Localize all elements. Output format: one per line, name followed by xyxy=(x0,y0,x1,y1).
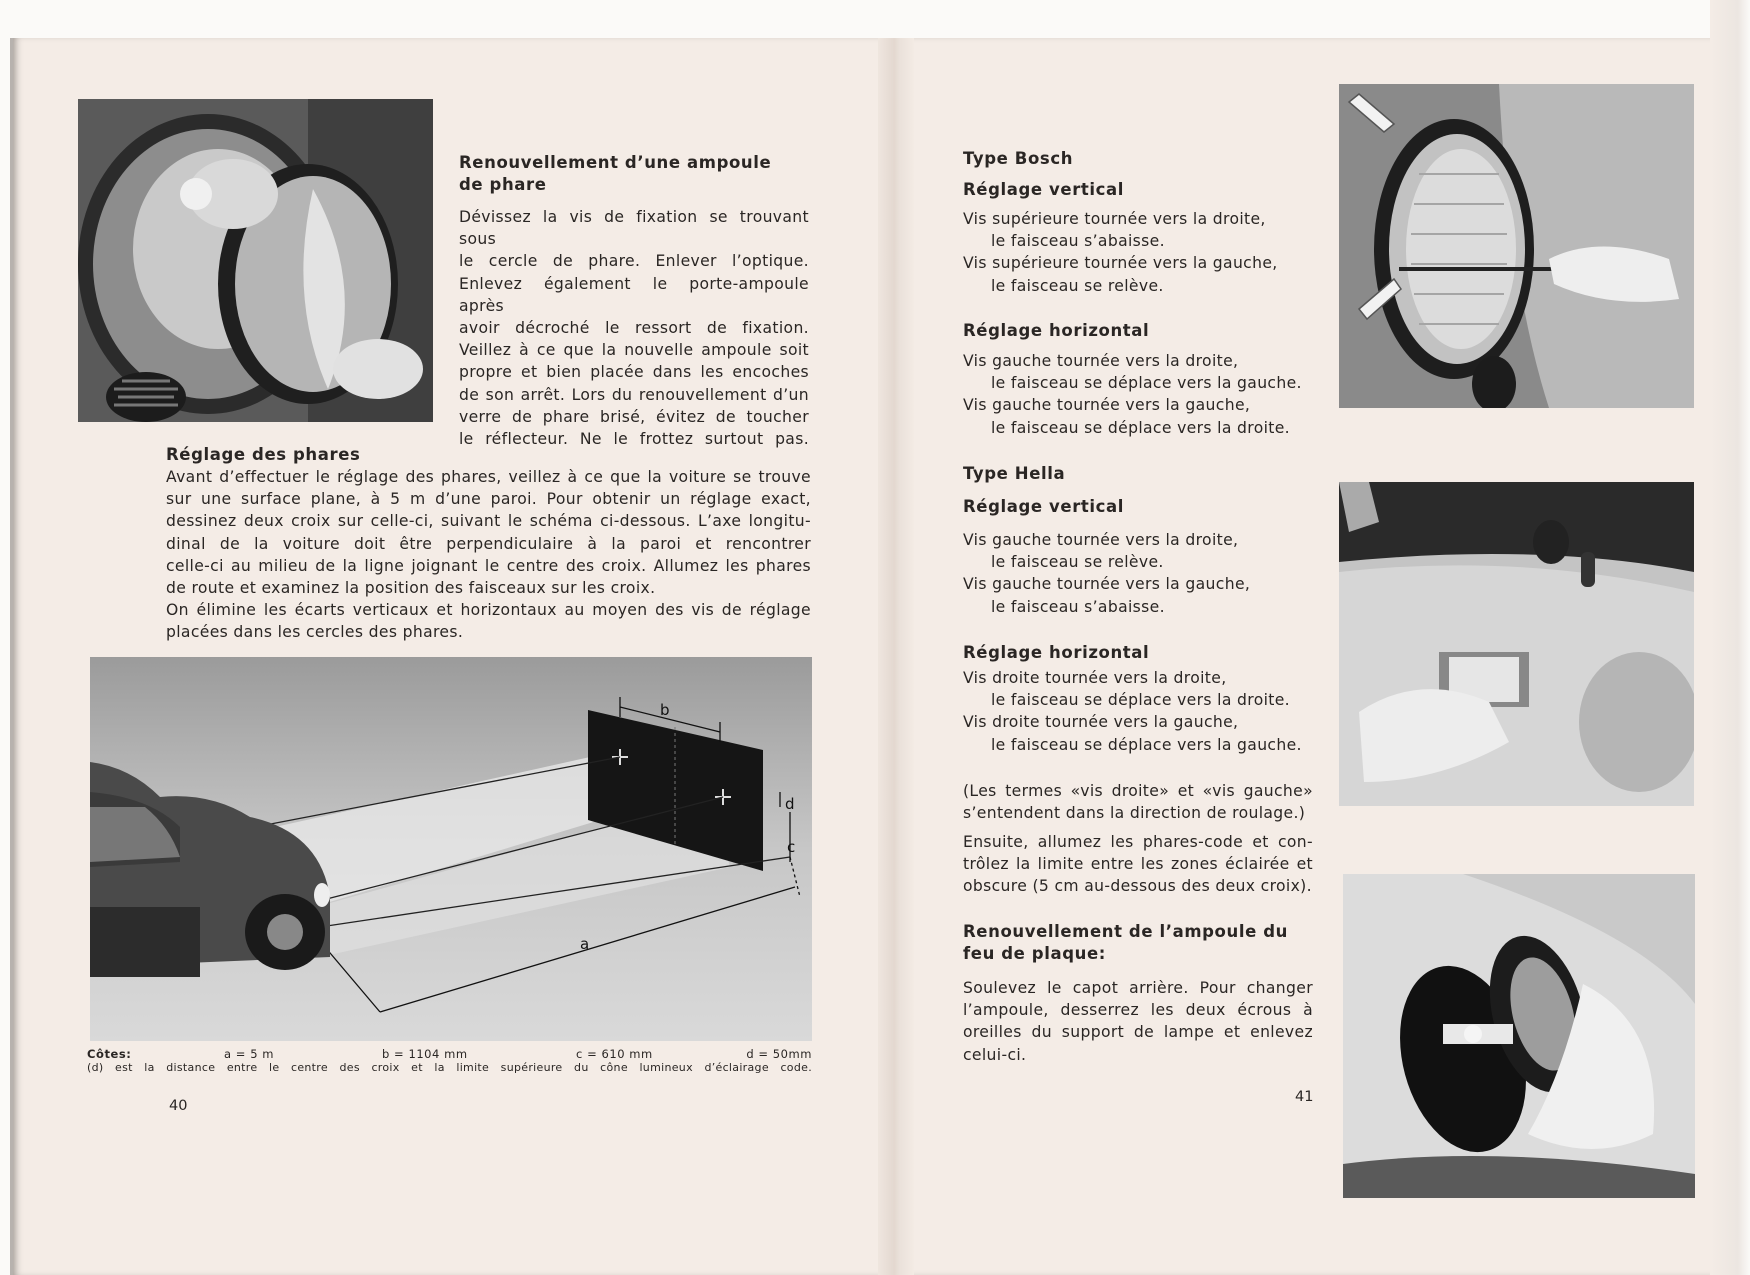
bosch-horizontal-heading: Réglage horizontal xyxy=(963,321,1150,340)
car-wall-diagram xyxy=(90,657,812,1041)
text-line: le faisceau se déplace vers la gauche. xyxy=(991,735,1302,754)
text-line: propre et bien placée dans les encoches xyxy=(459,363,809,382)
page-edge xyxy=(1710,0,1750,1275)
dimension-d-value: d = 50mm xyxy=(746,1047,812,1061)
book-spine xyxy=(878,38,914,1275)
text-line: Veillez à ce que la nouvelle ampoule soit xyxy=(459,341,809,360)
hella-headlamp-photo xyxy=(1339,482,1694,806)
low-beam-check-text xyxy=(963,831,1313,898)
hella-horizontal-text xyxy=(963,667,1323,756)
bulb-replacement-heading: Renouvellement d’une ampoule de phare xyxy=(459,153,772,194)
dimension-c-label: c xyxy=(787,838,796,856)
text-line: le cercle de phare. Enlever l’optique. xyxy=(459,252,809,271)
hella-vertical-heading: Réglage vertical xyxy=(963,497,1125,516)
headlamp-adjustment-text xyxy=(166,466,811,644)
plate-lamp-heading: Renouvellement de l’ampoule du feu de plaque: xyxy=(963,922,1288,963)
text-line: sur une surface plane, à 5 m d’une paroi. Pour obtenir un réglage exact, xyxy=(166,490,811,509)
text-line: Vis supérieure tournée vers la droite, xyxy=(963,210,1266,228)
text-line: le faisceau s’abaisse. xyxy=(991,232,1165,251)
text-line: Enlevez également le porte-ampoule après xyxy=(459,274,809,315)
bosch-type-heading: Type Bosch xyxy=(963,149,1074,168)
dimension-a-label: a xyxy=(580,935,590,953)
text-line: Vis supérieure tournée vers la gauche, xyxy=(963,254,1278,273)
dimensions-label: Côtes: xyxy=(87,1047,132,1061)
text-line: de son arrêt. Lors du renouvellement d’un xyxy=(459,385,809,404)
text-line: obscure (5 cm au-dessous des deux croix). xyxy=(963,877,1312,896)
text-line: celle-ci au milieu de la ligne joignant le centre des croix. Allumez les phares xyxy=(166,556,811,575)
text-line: s’entendent dans la direction de roulage.) xyxy=(963,804,1306,823)
headlamp-bulb-illustration xyxy=(78,99,433,422)
dimension-b-value: b = 1104 mm xyxy=(382,1047,468,1061)
text-line: le faisceau se relève. xyxy=(991,553,1164,572)
headlamp-bulb-photo xyxy=(78,99,433,422)
plate-lamp-photo xyxy=(1343,874,1695,1198)
text-line: Vis droite tournée vers la droite, xyxy=(963,669,1227,687)
text-line: (Les termes «vis droite» et «vis gauche» xyxy=(963,782,1313,800)
headlamp-adjustment-diagram xyxy=(90,657,812,1041)
bosch-vertical-heading: Réglage vertical xyxy=(963,180,1125,199)
text-line: Vis gauche tournée vers la gauche, xyxy=(963,396,1251,415)
text-line: On élimine les écarts verticaux et horizontaux au moyen des vis de réglage xyxy=(166,601,811,620)
hella-vertical-text xyxy=(963,529,1303,618)
text-line: trôlez la limite entre les zones éclairée et xyxy=(963,855,1313,874)
text-line: placées dans les cercles des phares. xyxy=(166,623,464,642)
dimensions-row xyxy=(87,1047,812,1061)
dimensions-note: (d) est la distance entre le centre des croix et la limite supérieure du cône lumineux d’éclairage code. xyxy=(87,1061,812,1074)
text-line: Ensuite, allumez les phares-code et con- xyxy=(963,833,1313,851)
bosch-horizontal-text xyxy=(963,350,1323,439)
text-line: Vis droite tournée vers la gauche, xyxy=(963,713,1239,732)
bulb-replacement-text xyxy=(459,206,809,450)
bosch-headlamp-illustration xyxy=(1339,84,1694,408)
hella-headlamp-illustration xyxy=(1339,482,1694,806)
text-line: Vis gauche tournée vers la droite, xyxy=(963,352,1239,370)
text-line: dessinez deux croix sur celle-ci, suivant le schéma ci-dessous. L’axe longitu- xyxy=(166,512,811,531)
text-line: le faisceau s’abaisse. xyxy=(991,597,1165,616)
screw-direction-note xyxy=(963,780,1313,824)
dimension-a-value: a = 5 m xyxy=(224,1047,275,1061)
plate-lamp-illustration xyxy=(1343,874,1695,1198)
text-line: Vis gauche tournée vers la gauche, xyxy=(963,575,1251,594)
plate-lamp-text xyxy=(963,977,1313,1066)
page-number-left: 40 xyxy=(169,1098,188,1114)
dimensions-caption xyxy=(87,1047,812,1075)
text-line: l’ampoule, desserrez les deux écrous à xyxy=(963,1001,1313,1020)
text-line: le réflecteur. Ne le frottez surtout pas. xyxy=(459,430,809,449)
text-line: le faisceau se déplace vers la droite. xyxy=(991,691,1290,710)
dimension-b-label: b xyxy=(660,701,670,719)
hella-horizontal-heading: Réglage horizontal xyxy=(963,643,1150,662)
text-line: le faisceau se déplace vers la gauche. xyxy=(991,374,1302,393)
page-number-right: 41 xyxy=(1295,1089,1314,1105)
hella-type-heading: Type Hella xyxy=(963,464,1066,483)
dimension-d-label: d xyxy=(785,795,795,813)
text-line: verre de phare brisé, évitez de toucher xyxy=(459,407,809,426)
text-line: avoir décroché le ressort de fixation. xyxy=(459,319,809,338)
text-line: Dévissez la vis de fixation se trouvant sous xyxy=(459,208,809,249)
text-line: oreilles du support de lampe et enlevez xyxy=(963,1023,1313,1042)
text-line: de route et examinez la position des faisceaux sur les croix. xyxy=(166,579,656,598)
text-line: Soulevez le capot arrière. Pour changer xyxy=(963,979,1313,997)
text-line: dinal de la voiture doit être perpendiculaire à la paroi et rencontrer xyxy=(166,534,811,553)
bosch-headlamp-photo xyxy=(1339,84,1694,408)
text-line: celui-ci. xyxy=(963,1045,1027,1064)
text-line: Vis gauche tournée vers la droite, xyxy=(963,531,1239,549)
dimension-c-value: c = 610 mm xyxy=(576,1047,653,1061)
text-line: le faisceau se déplace vers la droite. xyxy=(991,418,1290,437)
bosch-vertical-text xyxy=(963,208,1303,297)
text-line: le faisceau se relève. xyxy=(991,276,1164,295)
text-line: Avant d’effectuer le réglage des phares, veillez à ce que la voiture se trouve xyxy=(166,468,811,486)
headlamp-adjustment-heading: Réglage des phares xyxy=(166,445,361,464)
